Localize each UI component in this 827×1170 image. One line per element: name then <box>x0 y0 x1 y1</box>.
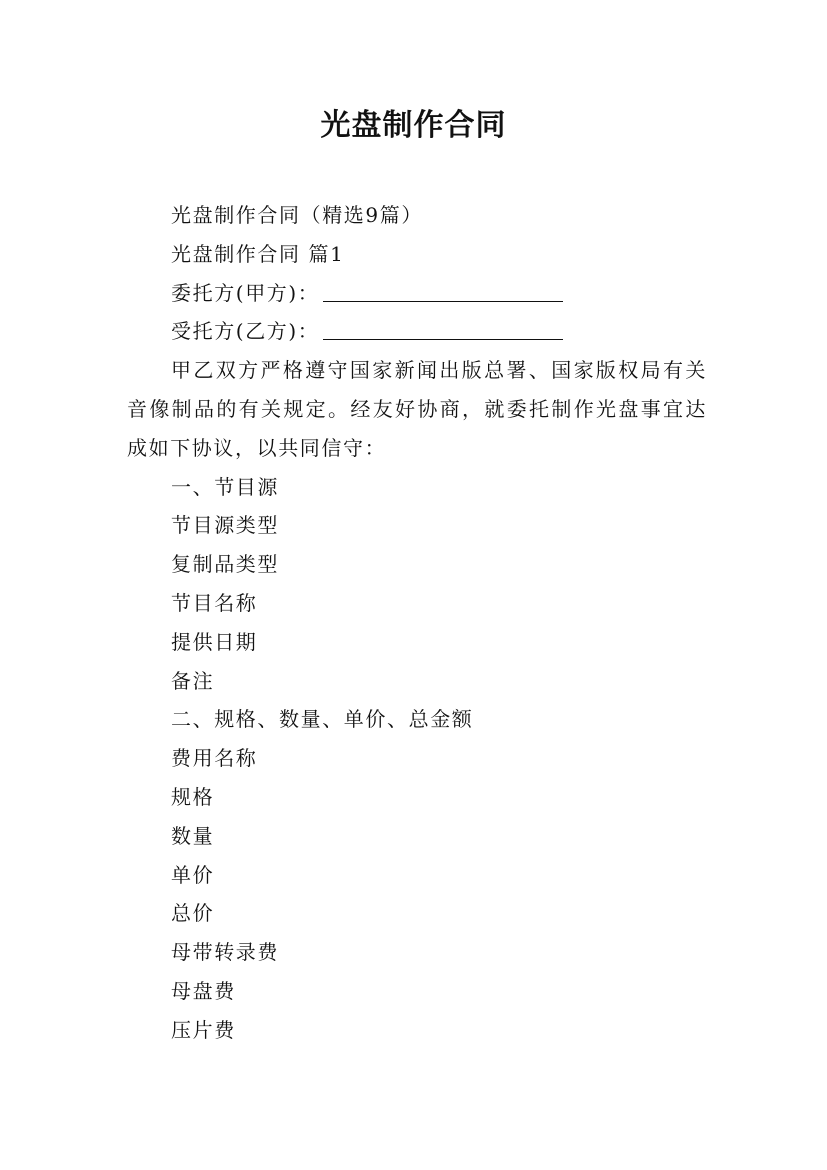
section2-item: 总价 <box>171 901 215 926</box>
section1-item: 复制品类型 <box>171 552 279 577</box>
section1-item: 提供日期 <box>171 629 258 654</box>
section2-item: 母盘费 <box>171 978 236 1003</box>
section2-item: 规格 <box>171 784 215 809</box>
intro-paragraph: 甲乙双方严格遵守国家新闻出版总署、国家版权局有关音像制品的有关规定。经友好协商，就委托制作光盘事宜达成如下协议，以共同信守： <box>127 358 707 460</box>
section2-item: 压片费 <box>171 1017 236 1042</box>
section1-item: 备注 <box>171 668 215 693</box>
section1-heading: 一、节目源 <box>171 474 279 499</box>
document-subtitle: 光盘制作合同（精选9篇） <box>171 203 423 227</box>
section2-item: 单价 <box>171 862 215 887</box>
section2-item: 费用名称 <box>171 746 258 771</box>
client-blank-field <box>323 277 563 302</box>
part-heading: 光盘制作合同 篇1 <box>171 241 345 266</box>
section1-item: 节目源类型 <box>171 513 279 538</box>
document-title: 光盘制作合同 <box>320 108 507 143</box>
contractor-label: 受托方(乙方)： <box>171 319 320 344</box>
document-body <box>127 196 707 1050</box>
section2-item: 母带转录费 <box>171 940 279 965</box>
section1-item: 节目名称 <box>171 590 258 615</box>
contractor-blank-field <box>323 315 563 340</box>
client-line <box>127 274 707 313</box>
contractor-line <box>127 312 707 351</box>
section2-heading: 二、规格、数量、单价、总金额 <box>171 707 474 732</box>
section2-item: 数量 <box>171 823 215 848</box>
client-label: 委托方(甲方)： <box>171 280 320 305</box>
